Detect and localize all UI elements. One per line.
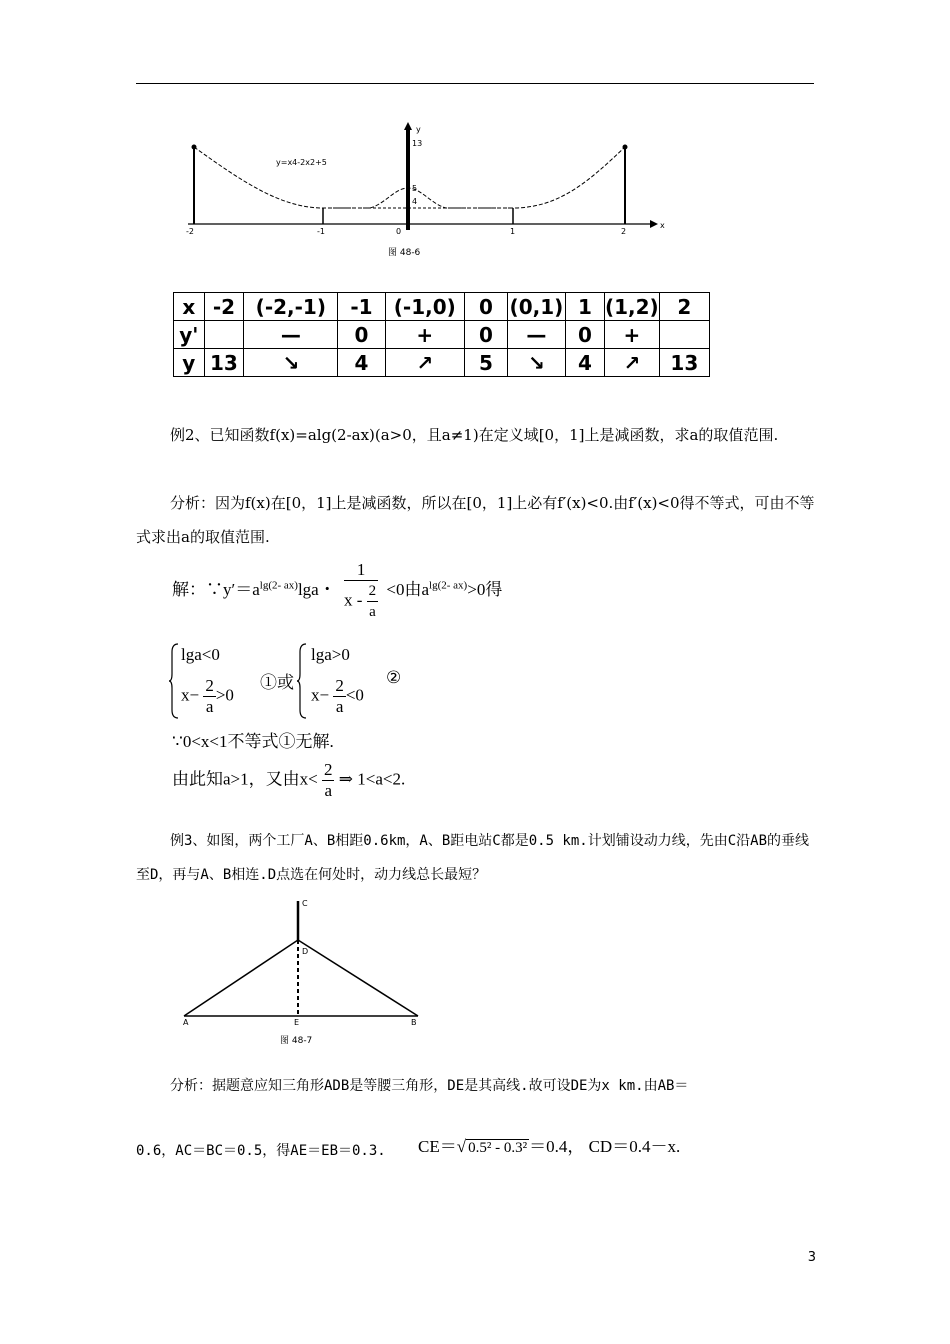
system1-marker: ①或	[260, 673, 294, 692]
example3-problem: 例3、如图，两个工厂A、B相距0.6km，A、B距电站C都是0.5 km.计划铺设动力线，先由C沿AB的垂线至D，再与A、B相连.D点选在何处时，动力线总长最短？	[136, 833, 810, 883]
sign-table	[173, 292, 710, 377]
system1-line1: lga<0	[181, 645, 220, 664]
x-label: x	[660, 221, 665, 230]
equation-label: y=x4-2x2+5	[276, 158, 327, 167]
example2-analysis: 分析：因为f(x)在[0，1]上是减函数，所以在[0，1]上必有f′(x)<0.由f′(x)<0得不等式，可由不等式求出a的取值范围.	[136, 494, 815, 546]
system2-marker: ②	[386, 668, 402, 687]
x-tick--2: -2	[186, 227, 194, 236]
x-tick-1: 1	[510, 227, 516, 236]
table-row-x: x -2 (-2,-1) -1 (-1,0) 0 (0,1) 1 (1,2) 2	[174, 293, 710, 321]
system1-line2: x− $\frac{2}{a}$ >0	[181, 676, 234, 716]
y-tick-4: 4	[412, 197, 418, 206]
y-tick-5: 5	[412, 184, 418, 193]
y-tick-13: 13	[412, 139, 423, 148]
header-rule	[136, 83, 814, 84]
function-graph	[180, 120, 670, 260]
because-line: ∵0<x<1不等式①无解.	[172, 732, 334, 751]
figure-caption-48-6: 图 48-6	[388, 248, 421, 258]
example2-problem: 例2、已知函数f(x)=alg(2-ax)(a>0，且a≠1)在定义域[0，1]上是减函数，求a的取值范围.	[170, 426, 779, 444]
left-brace-1	[168, 642, 180, 720]
solution-line: 解：$\because y'=a^{lg(2- ax)}\lg a$・ 1 x - $\frac{2}{a}$ <0由$a^{lg(2- ax)}>0$得	[172, 560, 503, 620]
ce-equation: CE＝√ 0.5² - 0.3² ＝0.4， CD＝0.4－x.	[418, 1137, 681, 1156]
figure-caption-48-7: 图 48-7	[280, 1036, 313, 1046]
x-tick-0: 0	[396, 227, 402, 236]
label-A: A	[183, 1018, 189, 1027]
x-tick-2: 2	[621, 227, 627, 236]
table-row-yprime: y' — 0 + 0 — 0 +	[174, 321, 710, 349]
y-label: y	[416, 125, 421, 134]
system2-line2: x− $\frac{2}{a}$ <0	[311, 676, 364, 716]
label-E: E	[294, 1018, 300, 1027]
conclusion-line: 由此知a>1，又由x< $\frac{2}{a}$ ⇒ 1<a<2.	[172, 760, 406, 800]
label-B: B	[411, 1018, 417, 1027]
x-tick--1: -1	[317, 227, 325, 236]
label-D: D	[302, 947, 309, 956]
triangle-figure	[178, 895, 428, 1050]
example3-analysis-2: 0.6，AC＝BC＝0.5，得AE＝EB＝0.3.	[136, 1143, 386, 1159]
label-C: C	[302, 899, 308, 908]
example3-analysis: 分析：据题意应知三角形ADB是等腰三角形，DE是其高线.故可设DE为x km.由AB＝	[170, 1078, 689, 1094]
system2-line1: lga>0	[311, 645, 350, 664]
page-number: 3	[807, 1250, 816, 1265]
table-row-y: y 13 ↘ 4 ↗ 5 ↘ 4 ↗ 13	[174, 349, 710, 377]
left-brace-2	[296, 642, 308, 720]
